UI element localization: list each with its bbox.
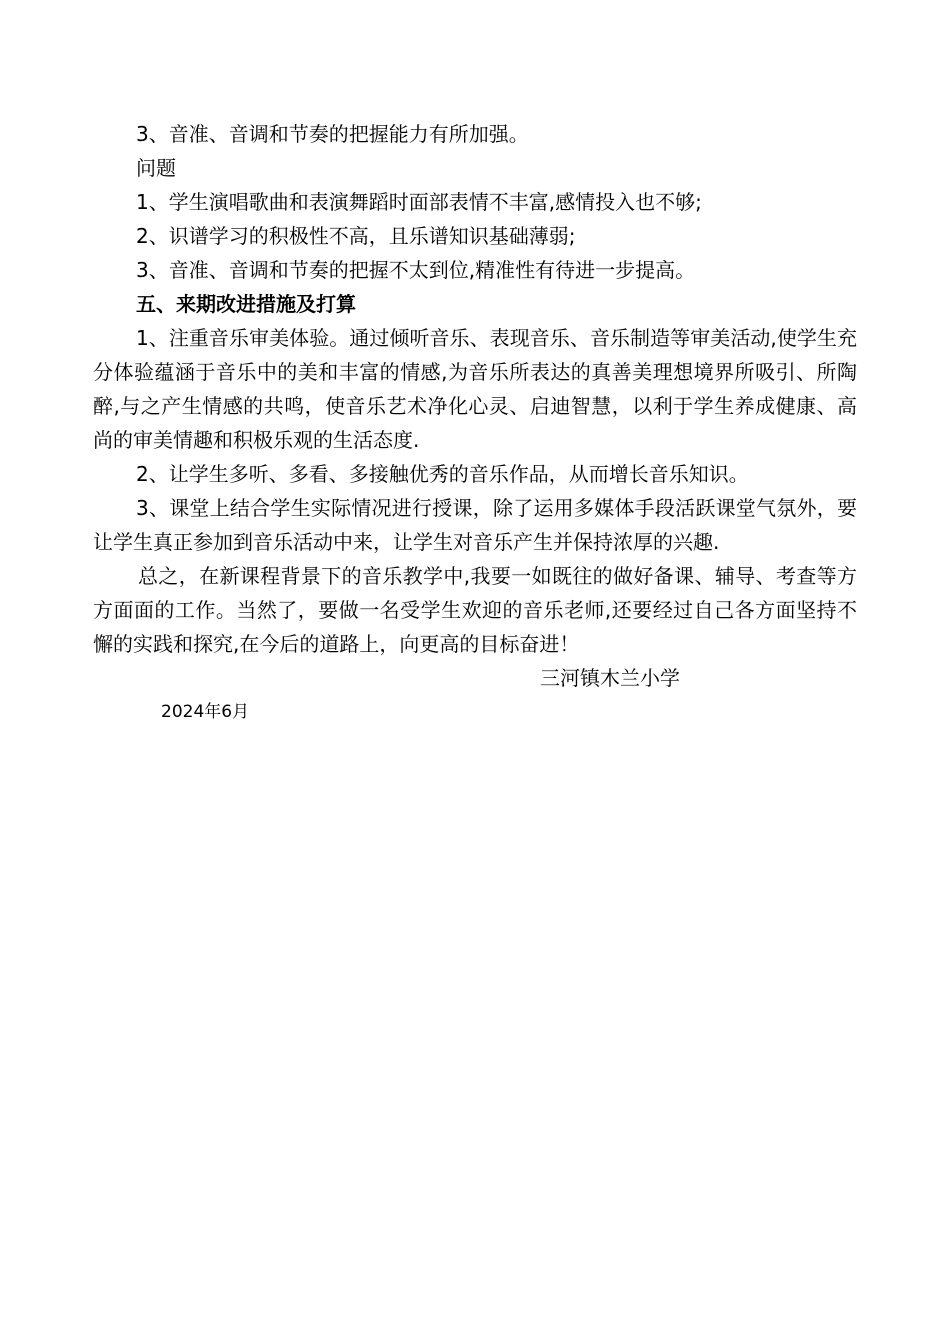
paragraph: 1、注重音乐审美体验。通过倾听音乐、表现音乐、音乐制造等审美活动,使学生充分体验蕴涵于音乐中的美和丰富的情感,为音乐所表达的真善美理想境界所吸引、所陶醉,与之产生情感的共鸣，使音乐艺术净化心灵、启迪智慧，以利于学生养成健康、高尚的审美情趣和积极乐观的生活态度. bbox=[93, 326, 857, 452]
document-page bbox=[93, 117, 857, 729]
text-line: 3、音准、音调和节奏的把握能力有所加强。 bbox=[136, 122, 529, 146]
text-line: 3、音准、音调和节奏的把握不太到位,精准性有待进一步提高。 bbox=[136, 258, 696, 282]
section-heading: 五、来期改进措施及打算 bbox=[136, 292, 356, 316]
paragraph: 3、课堂上结合学生实际情况进行授课，除了运用多媒体手段活跃课堂气氛外，要让学生真正参加到音乐活动中来，让学生对音乐产生并保持浓厚的兴趣. bbox=[93, 496, 857, 554]
signature: 三河镇木兰小学 bbox=[540, 666, 680, 690]
closing-paragraph: 总之，在新课程背景下的音乐教学中,我要一如既往的做好备课、辅导、考查等方方面面的工作。当然了，要做一名受学生欢迎的音乐老师,还要经过自己各方面坚持不懈的实践和探究,在今后的道路上，向更高的目标奋进！ bbox=[93, 564, 857, 656]
text-line: 2、识谱学习的积极性不高，且乐谱知识基础薄弱; bbox=[136, 224, 576, 248]
text-line: 1、学生演唱歌曲和表演舞蹈时面部表情不丰富,感情投入也不够; bbox=[136, 190, 702, 214]
paragraph: 2、让学生多听、多看、多接触优秀的音乐作品，从而增长音乐知识。 bbox=[136, 462, 749, 486]
date: 2024年6月 bbox=[161, 702, 250, 722]
section-label-problems: 问题 bbox=[136, 156, 176, 180]
